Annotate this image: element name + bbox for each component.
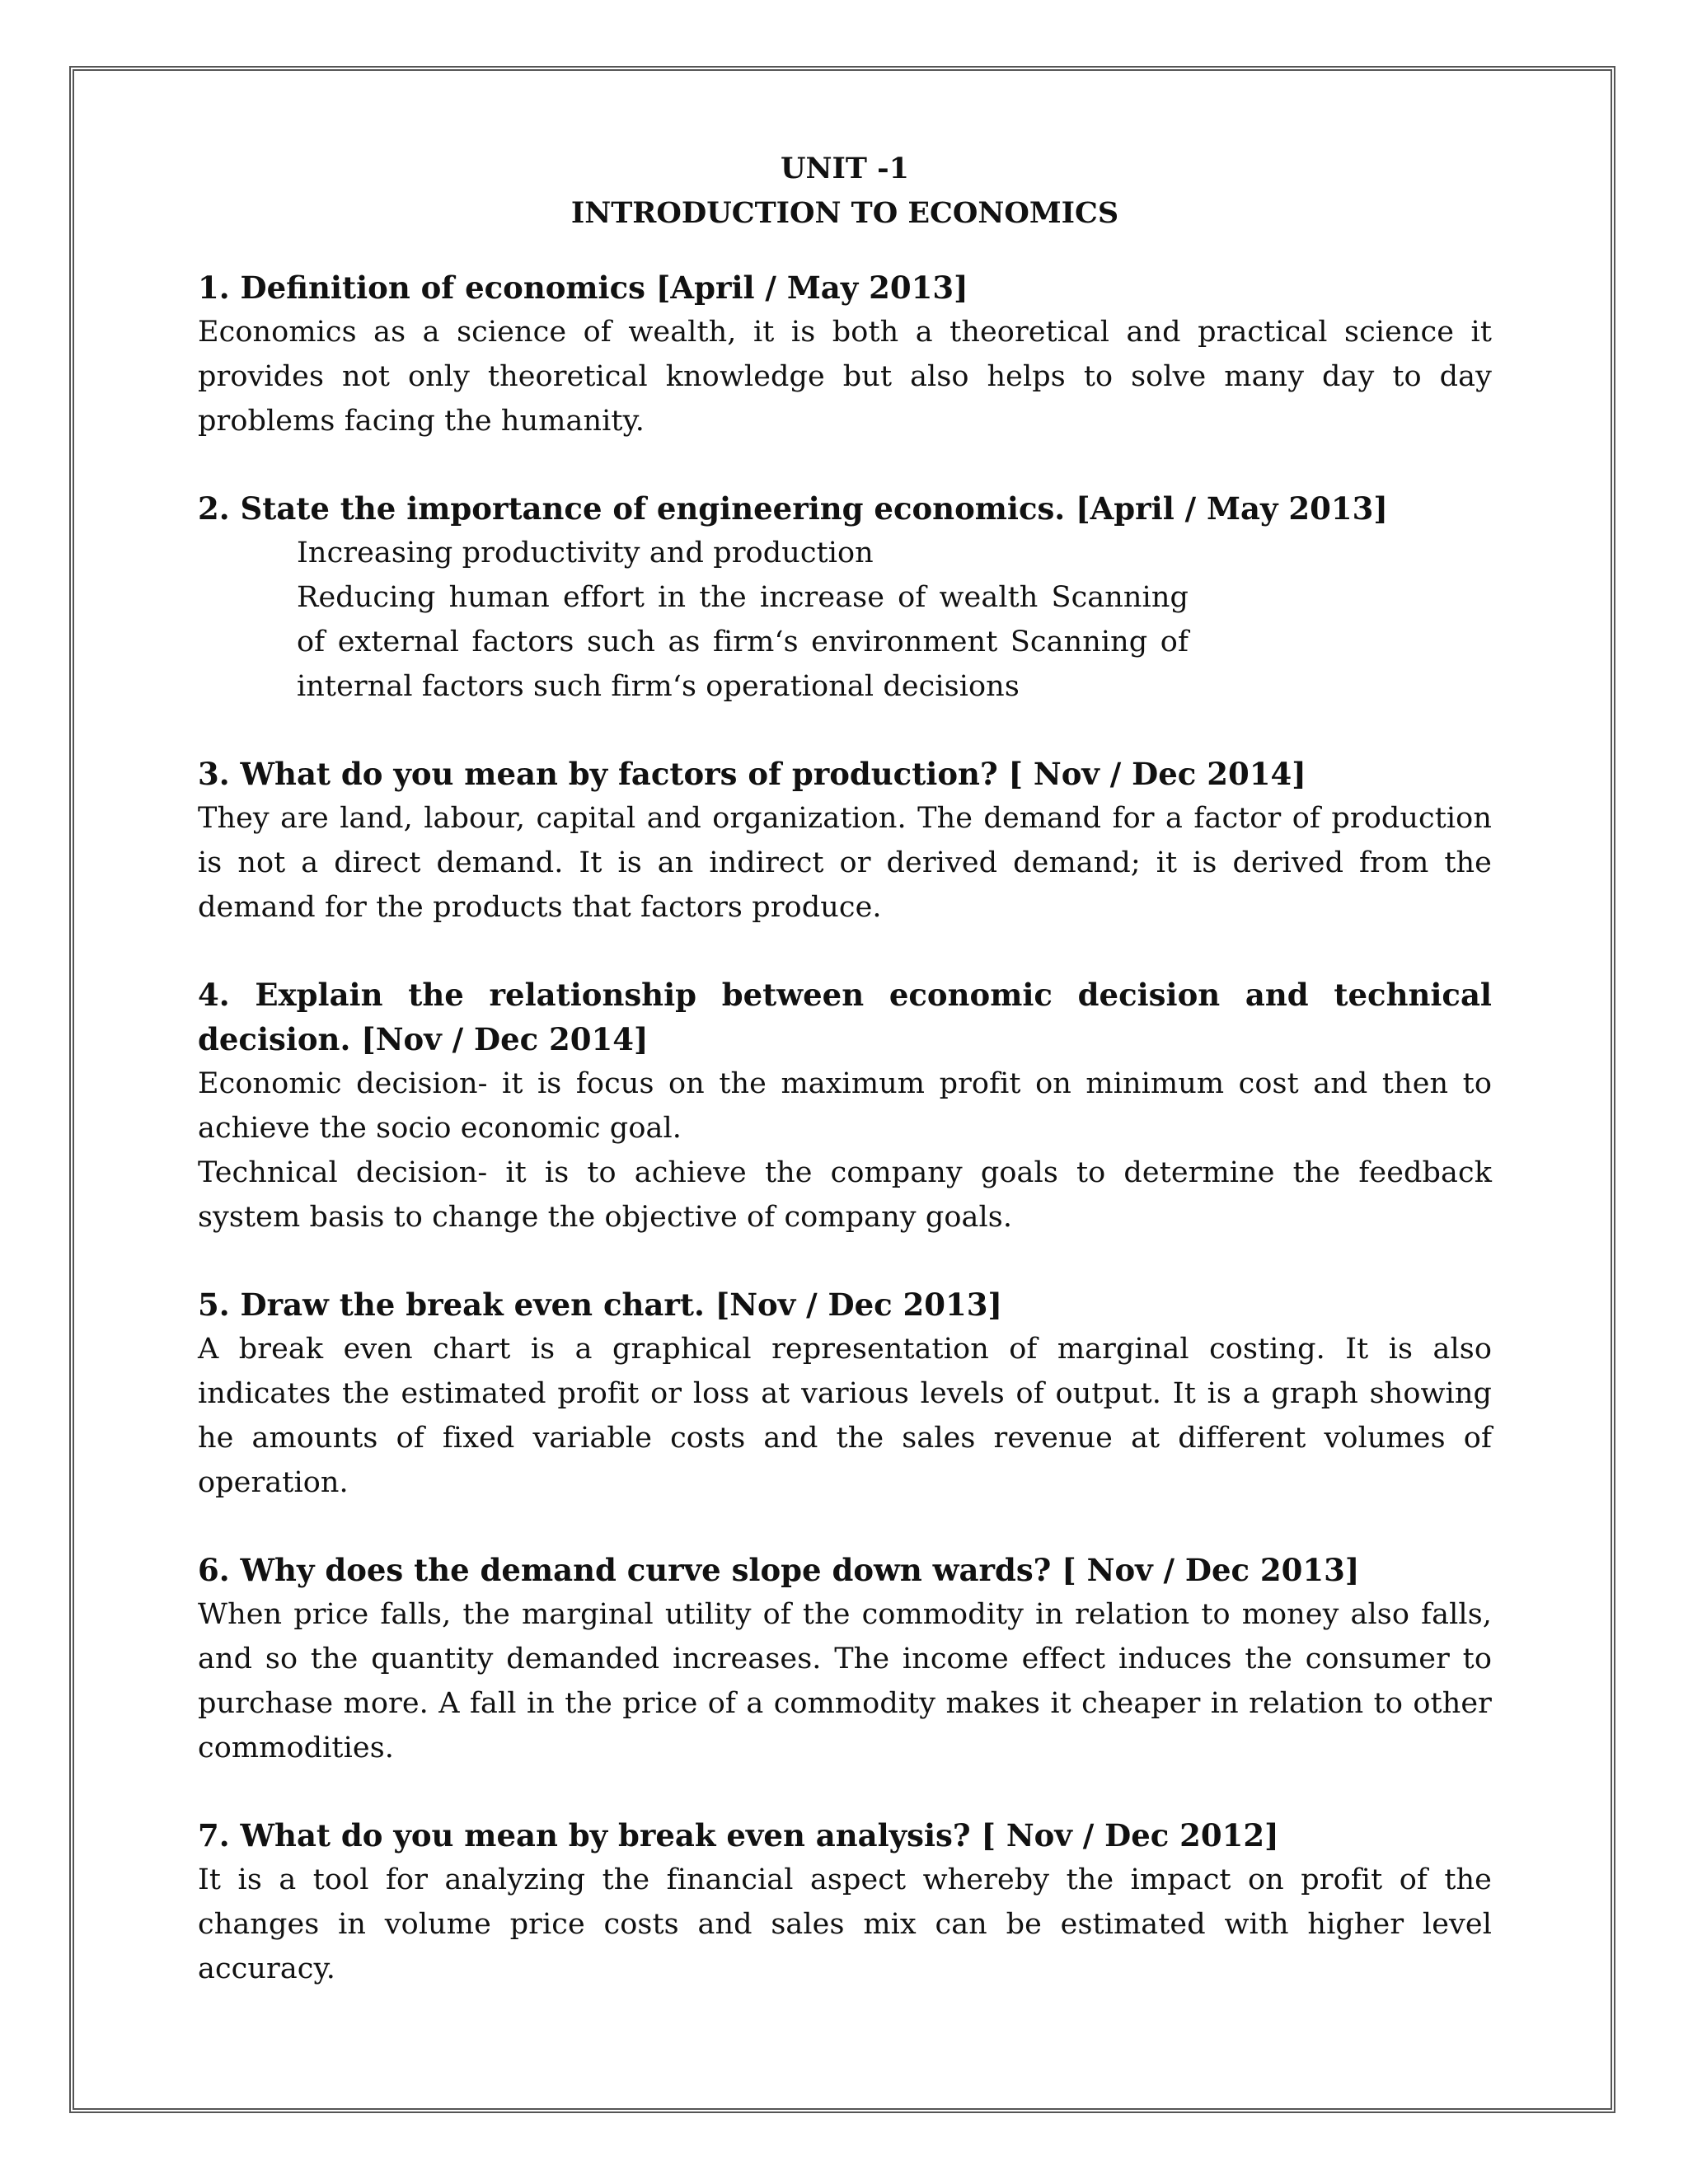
title-block	[198, 147, 1492, 236]
section-6	[198, 1548, 1492, 1770]
question-heading	[198, 1282, 1492, 1327]
exam-date: [April / May 2013]	[1076, 490, 1388, 527]
question-heading	[198, 1813, 1492, 1858]
answer-paragraph: It is a tool for analyzing the financial aspect whereby the impact on profit of the changes in volume price costs and sales mix can be estimated with higher level accuracy.	[198, 1863, 1492, 1985]
question-heading	[198, 265, 1492, 310]
answer-paragraph: Reducing human effort in the increase of wealth Scanning of external factors such as firm‘s environment Scanning of internal factors such firm‘s operational decisions	[297, 581, 1189, 703]
document-body	[198, 147, 1492, 2034]
question-text: 6. Why does the demand curve slope down wards?	[198, 1552, 1052, 1588]
section-5	[198, 1282, 1492, 1505]
question-heading	[198, 752, 1492, 796]
question-text: 1. Definition of economics	[198, 269, 645, 306]
exam-date: [Nov / Dec 2013]	[715, 1286, 1003, 1323]
question-heading	[198, 972, 1492, 1062]
answer-paragraph: A break even chart is a graphical representation of marginal costing. It is also indicates the estimated profit or loss at various levels of output. It is a graph showing he amounts of fixed variable costs and the sales revenue at different volumes of operation.	[198, 1333, 1492, 1499]
exam-date: [April / May 2013]	[655, 269, 968, 306]
answer-paragraph: Economics as a science of wealth, it is both a theoretical and practical science it provides not only theoretical knowledge but also helps to solve many day to day problems facing the humanity.	[198, 316, 1492, 438]
section-4	[198, 972, 1492, 1240]
question-text: 2. State the importance of engineering economics.	[198, 490, 1066, 527]
section-3	[198, 752, 1492, 930]
question-text: 5. Draw the break even chart.	[198, 1286, 705, 1323]
exam-date: [ Nov / Dec 2014]	[1008, 756, 1306, 792]
answer-paragraph: Economic decision- it is focus on the maximum profit on minimum cost and then to achieve the socio economic goal.	[198, 1067, 1492, 1145]
answer-paragraph: Increasing productivity and production	[297, 537, 874, 569]
exam-date: [Nov / Dec 2014]	[361, 1021, 649, 1057]
question-heading	[198, 1548, 1492, 1592]
question-text: 4. Explain the relationship between economic decision and technical decision.	[198, 977, 1492, 1057]
page-title: INTRODUCTION TO ECONOMICS	[570, 196, 1119, 230]
question-text: 3. What do you mean by factors of production?	[198, 756, 998, 792]
answer-paragraph: When price falls, the marginal utility of the commodity in relation to money also falls, and so the quantity demanded increases. The income effect induces the consumer to purchase more. A fall in the price of a commodity makes it cheaper in relation to other commodities.	[198, 1598, 1492, 1765]
section-2	[198, 486, 1492, 709]
exam-date: [ Nov / Dec 2012]	[981, 1817, 1279, 1854]
exam-date: [ Nov / Dec 2013]	[1062, 1552, 1360, 1588]
section-7	[198, 1813, 1492, 1991]
answer-paragraph: They are land, labour, capital and organization. The demand for a factor of production is not a direct demand. It is an indirect or derived demand; it is derived from the demand for the products that factors produce.	[198, 802, 1492, 924]
section-1	[198, 265, 1492, 443]
indented-answer	[297, 531, 1189, 709]
question-text: 7. What do you mean by break even analysis?	[198, 1817, 971, 1854]
unit-heading: UNIT -1	[781, 152, 909, 185]
question-heading	[198, 486, 1492, 531]
answer-paragraph: Technical decision- it is to achieve the company goals to determine the feedback system basis to change the objective of company goals.	[198, 1156, 1492, 1234]
